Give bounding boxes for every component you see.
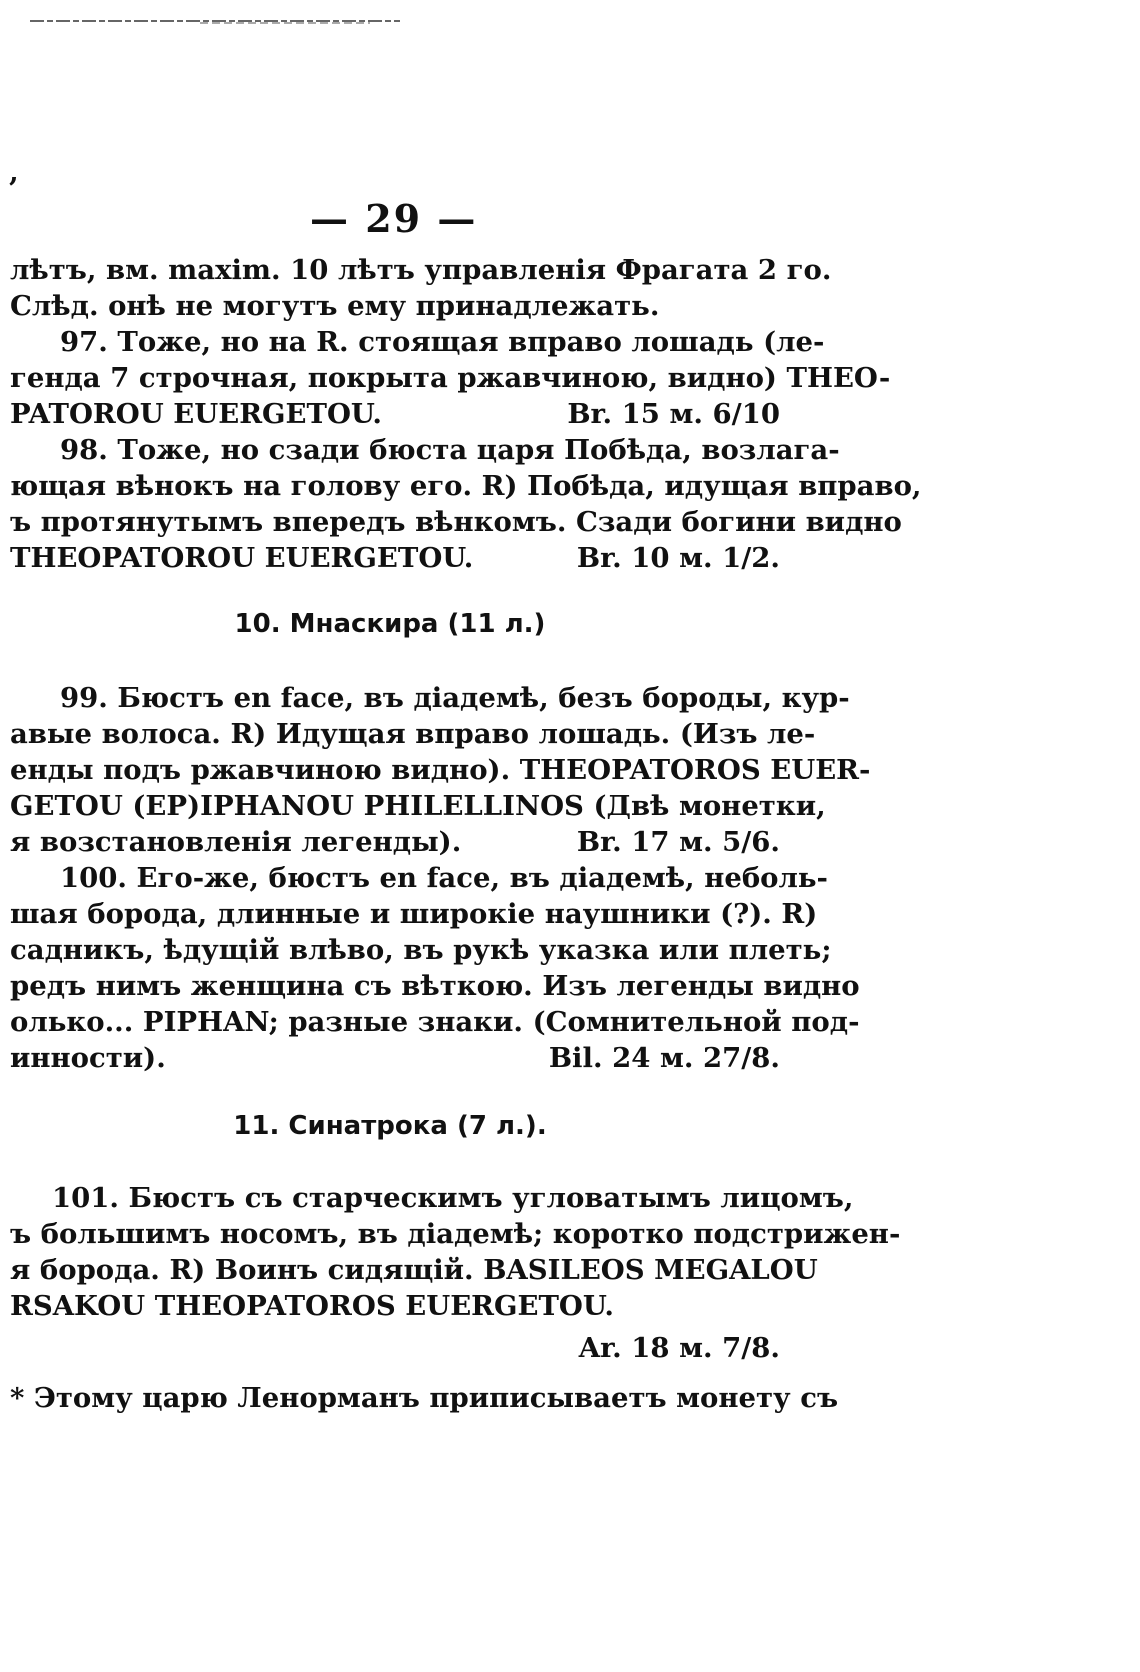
- entry-99-line-1: 99. Бюстъ en face, въ діадемѣ, безъ бороды, кур-: [60, 682, 850, 714]
- entry-99-line-5: [10, 824, 780, 860]
- entry-98-line-4: [10, 540, 780, 576]
- entry-101-line-5: [10, 1330, 780, 1366]
- entry-100-line-1: 100. Его-же, бюстъ en face, въ діадемѣ, неболь-: [60, 862, 828, 894]
- text-line: Слѣд. онѣ не могутъ ему принадлежать.: [10, 290, 660, 322]
- entry-101-line-4: RSAKOU THEOPATOROS EUERGETOU.: [10, 1290, 614, 1322]
- legend-text: PATOROU EUERGETOU.: [10, 398, 382, 430]
- page-number: — 29 —: [310, 196, 478, 241]
- footnote: * Этому царю Ленорманъ приписываетъ монету съ: [10, 1382, 839, 1414]
- entry-98-line-3: ъ протянутымъ впередъ вѣнкомъ. Сзади богини видно: [10, 506, 902, 538]
- entry-101-line-1: 101. Бюстъ съ старческимъ угловатымъ лицомъ,: [52, 1182, 854, 1214]
- header-rule: [30, 18, 400, 26]
- entry-99-line-2: авые волоса. R) Идущая вправо лошадь. (Изъ ле-: [10, 718, 816, 750]
- text-line: лѣтъ, вм. maxim. 10 лѣтъ управленія Фрагата 2 го.: [10, 254, 832, 286]
- legend-text: инности).: [10, 1042, 166, 1074]
- entry-100-line-6: [10, 1040, 780, 1076]
- entry-99-line-3: енды подъ ржавчиною видно). THEOPATOROS EUER-: [10, 754, 871, 786]
- entry-97-line-3: [10, 396, 780, 432]
- entry-101-line-2: ъ большимъ носомъ, въ діадемѣ; коротко подстрижен-: [10, 1218, 901, 1250]
- coin-reference: Br. 17 м. 5/6.: [576, 826, 780, 858]
- entry-97-line-2: генда 7 строчная, покрыта ржавчиною, видно) THEO-: [10, 362, 891, 394]
- section-heading-11: 11. Синатрока (7 л.).: [233, 1111, 547, 1141]
- entry-100-line-3: садникъ, ѣдущій влѣво, въ рукѣ указка или плеть;: [10, 934, 832, 966]
- entry-98-line-1: 98. Тоже, но сзади бюста царя Побѣда, возлага-: [60, 434, 840, 466]
- coin-reference: Ar. 18 м. 7/8.: [578, 1332, 780, 1364]
- corner-mark: ’: [8, 172, 19, 207]
- coin-reference: Br. 10 м. 1/2.: [576, 542, 780, 574]
- entry-99-line-4: GETOU (EP)IPHANOU PHILELLINOS (Двѣ монетки,: [10, 790, 826, 822]
- section-heading-10: 10. Мнаскира (11 л.): [234, 609, 546, 639]
- legend-text: я возстановленія легенды).: [10, 826, 462, 858]
- entry-100-line-4: редъ нимъ женщина съ вѣткою. Изъ легенды видно: [10, 970, 860, 1002]
- coin-reference: Br. 15 м. 6/10: [567, 398, 780, 430]
- legend-text: THEOPATOROU EUERGETOU.: [10, 542, 474, 574]
- entry-101-line-3: я борода. R) Воинъ сидящій. BASILEOS MEGALOU: [10, 1254, 818, 1286]
- coin-reference: Bil. 24 м. 27/8.: [548, 1042, 780, 1074]
- entry-97-line-1: 97. Тоже, но на R. стоящая вправо лошадь (ле-: [60, 326, 825, 358]
- entry-100-line-5: олько... PIPHAN; разные знаки. (Сомнительной под-: [10, 1006, 860, 1038]
- entry-100-line-2: шая борода, длинные и широкіе наушники (?). R): [10, 898, 818, 930]
- entry-98-line-2: ющая вѣнокъ на голову его. R) Побѣда, идущая вправо,: [10, 470, 922, 502]
